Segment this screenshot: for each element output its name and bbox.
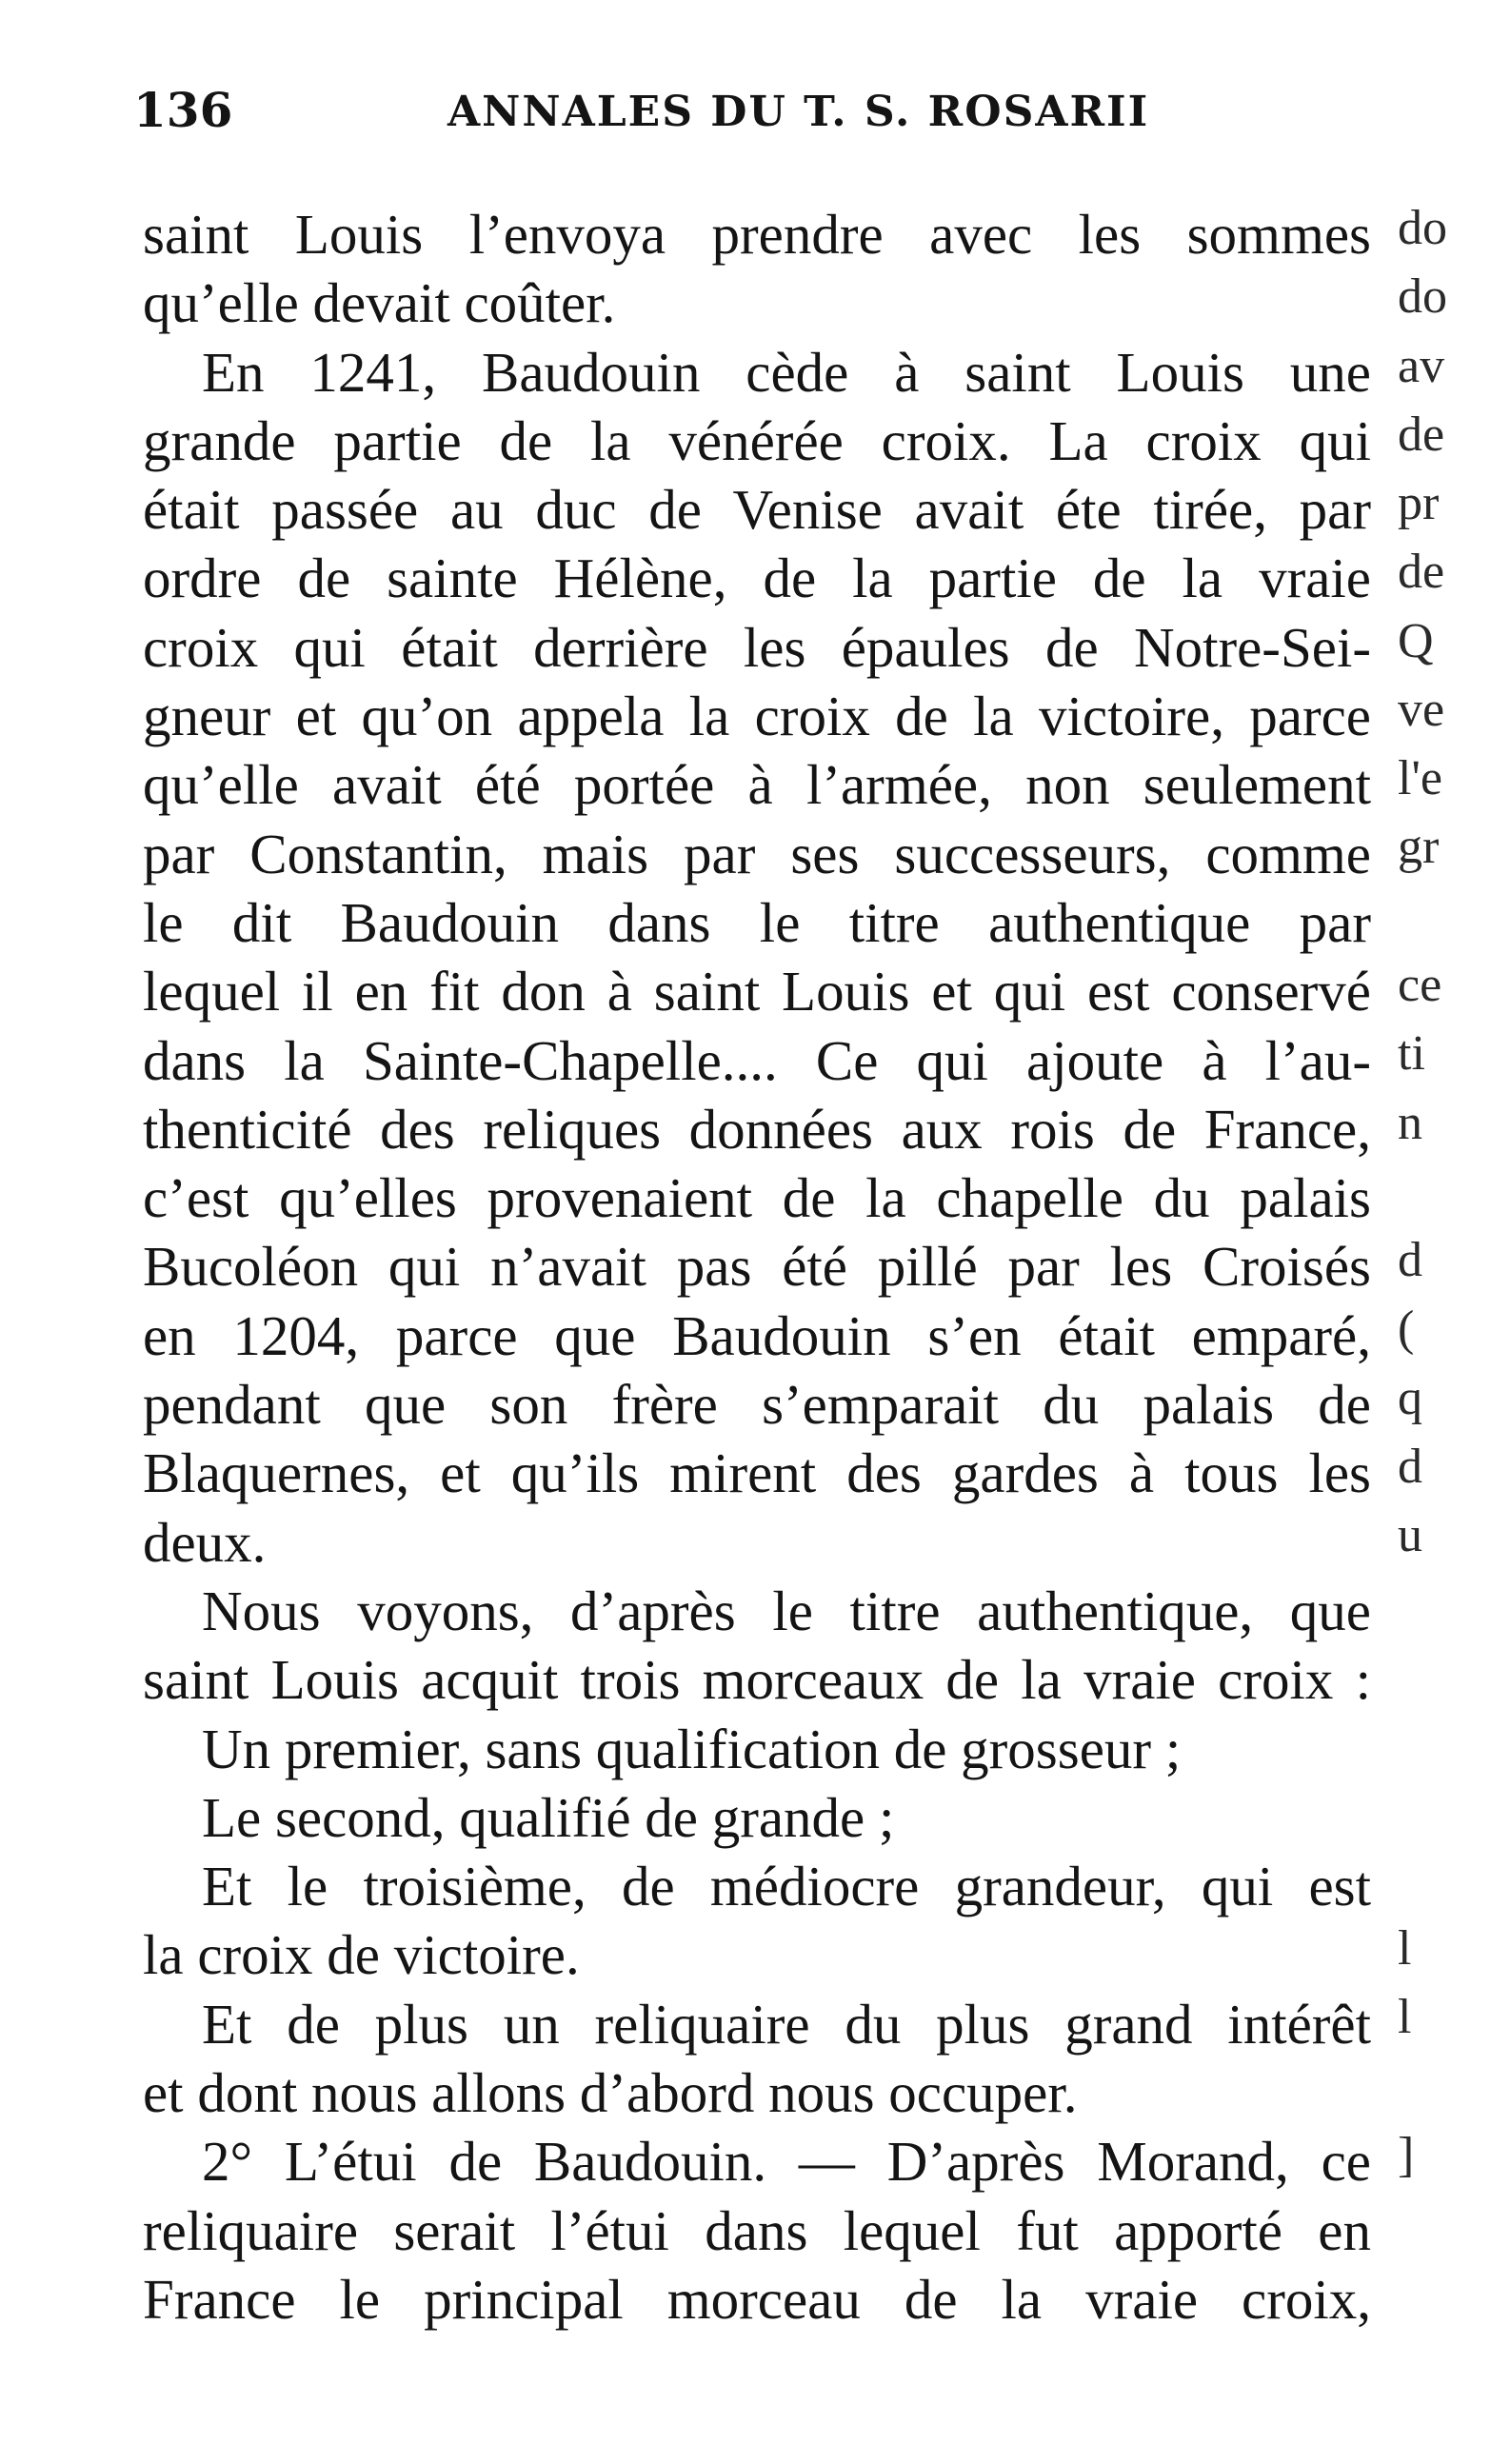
margin-fragment: n [1398, 1096, 1422, 1150]
body-text [143, 200, 1371, 2334]
text-line: thenticité des reliques données aux rois de France, [143, 1097, 1371, 1161]
text-line: était passée au duc de Venise avait éte tirée, par [143, 478, 1371, 542]
text-line: c’est qu’elles provenaient de la chapelle du palais [143, 1166, 1371, 1230]
page-number: 136 [133, 82, 233, 138]
text-line: Nous voyons, d’après le titre authentique, que [202, 1579, 1371, 1642]
text-line: pendant que son frère s’emparait du palais de [143, 1373, 1371, 1437]
margin-fragment: de [1398, 407, 1445, 462]
margin-fragment: de [1398, 545, 1445, 599]
running-title: ANNALES DU T. S. ROSARII [447, 88, 1150, 136]
text-line: deux. [143, 1510, 267, 1574]
text-line: 2° L’étui de Baudouin. — D’après Morand, ce [202, 2130, 1371, 2194]
margin-fragment: gr [1398, 820, 1440, 874]
text-line: Et de plus un reliquaire du plus grand intérêt [202, 1992, 1371, 2056]
text-line: reliquaire serait l’étui dans lequel fut apporté en [143, 2198, 1371, 2262]
margin-fragment: do [1398, 269, 1447, 324]
text-line: Et le troisième, de médiocre grandeur, qui est [202, 1855, 1371, 1918]
margin-fragment: q [1398, 1371, 1422, 1425]
margin-fragment: ] [1398, 2128, 1415, 2182]
text-line: En 1241, Baudouin cède à saint Louis une [202, 340, 1371, 404]
text-line: France le principal morceau de la vraie croix, [143, 2267, 1371, 2331]
text-line: saint Louis acquit trois morceaux de la vraie croix : [143, 1648, 1371, 1712]
text-line: saint Louis l’envoya prendre avec les sommes [143, 203, 1371, 266]
text-line: par Constantin, mais par ses successeurs, comme [143, 822, 1371, 885]
text-line: grande partie de la vénérée croix. La croix qui [143, 408, 1371, 472]
text-line: la croix de victoire. [143, 1923, 580, 1987]
text-line: croix qui était derrière les épaules de Notre-Sei- [143, 615, 1371, 679]
text-line: Un premier, sans qualification de grosseur ; [202, 1717, 1182, 1780]
margin-fragment: Q [1398, 614, 1434, 668]
margin-fragment: pr [1398, 476, 1440, 530]
text-line: et dont nous allons d’abord nous occuper. [143, 2061, 1078, 2125]
margin-fragment: ti [1398, 1026, 1425, 1081]
text-line: le dit Baudouin dans le titre authentique par [143, 890, 1371, 954]
text-line: en 1204, parce que Baudouin s’en était emparé, [143, 1303, 1371, 1367]
margin-fragment: ( [1398, 1302, 1415, 1356]
margin-fragment: ce [1398, 958, 1442, 1012]
text-line: qu’elle avait été portée à l’armée, non seulement [143, 753, 1371, 817]
text-line: gneur et qu’on appela la croix de la victoire, parce [143, 685, 1371, 748]
text-line: ordre de sainte Hélène, de la partie de la vraie [143, 546, 1371, 610]
margin-fragment: l'e [1398, 751, 1442, 805]
margin-fragment: do [1398, 201, 1447, 255]
text-line: dans la Sainte-Chapelle.... Ce qui ajoute à l’au- [143, 1028, 1371, 1092]
margin-fragment: ve [1398, 683, 1445, 737]
text-line: Blaquernes, et qu’ils mirent des gardes à tous les [143, 1441, 1371, 1505]
text-line: Bucoléon qui n’avait pas été pillé par les Croisés [143, 1235, 1371, 1299]
margin-fragment: d [1398, 1233, 1422, 1287]
margin-fragment: l [1398, 1990, 1412, 2044]
margin-fragment: u [1398, 1508, 1422, 1562]
text-line: lequel il en fit don à saint Louis et qui est conservé [143, 960, 1371, 1023]
margin-fragment: l [1398, 1921, 1412, 1976]
text-line: qu’elle devait coûter. [143, 271, 616, 335]
text-line: Le second, qualifié de grande ; [202, 1785, 895, 1849]
margin-fragment: d [1398, 1440, 1422, 1494]
margin-fragment: av [1398, 339, 1445, 393]
